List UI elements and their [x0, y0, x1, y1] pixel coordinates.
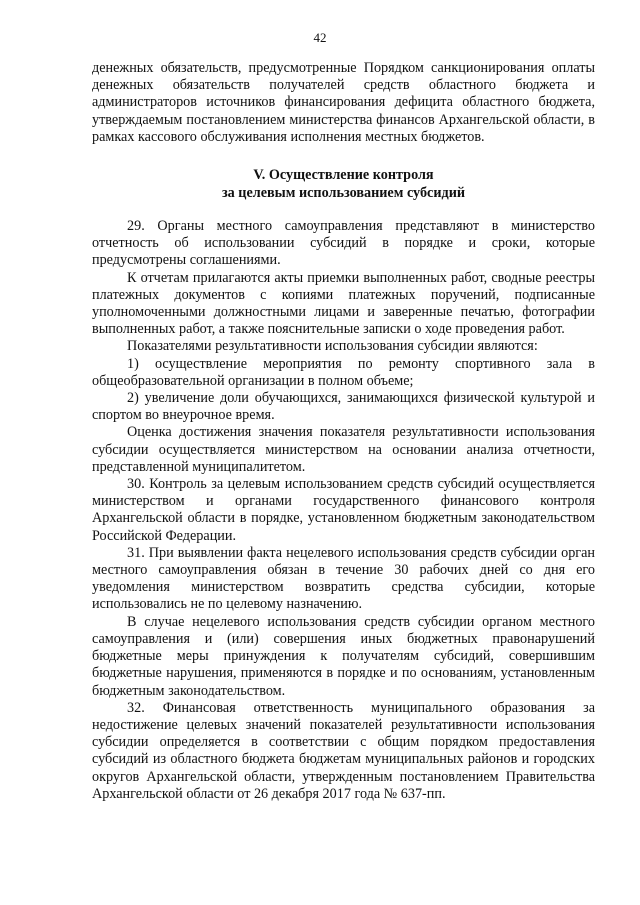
paragraph-misuse-case: В случае нецелевого использования средств субсидии органом местного самоуправления и (или) совершения иных бюджетных правонарушений бюджетные меры принуждения к получателям субсидий, совершившим бюджетные нарушения, применяются в порядке и по основаниям, установленным бюджетным законодательством.	[92, 613, 595, 699]
section-heading	[92, 166, 595, 202]
paragraph-indicator-2: 2) увеличение доли обучающихся, занимающихся физической культурой и спортом во внеурочное время.	[92, 390, 595, 424]
paragraph-32: 32. Финансовая ответственность муниципального образования за недостижение целевых значений показателей результативности использования субсидии определяется в соответствии с общим порядком предоставления субсидий из областного бюджета бюджетам муниципальных районов и городских округов Архангельской области, утвержденным постановлением Правительства Архангельской области от 26 декабря 2017 года № 637-пп.	[92, 699, 595, 802]
paragraph-30: 30. Контроль за целевым использованием средств субсидий осуществляется министерством и органами государственного финансового контроля Архангельской области в порядке, установленном бюджетным законодательством Российской Федерации.	[92, 476, 595, 544]
paragraph-assessment: Оценка достижения значения показателя результативности использования субсидии осуществляется министерством на основании анализа отчетности, представленной муниципалитетом.	[92, 424, 595, 475]
section-heading-line-2: за целевым использованием субсидий	[221, 185, 466, 202]
section-heading-line-1: V. Осуществление контроля	[253, 167, 434, 184]
page-number: 42	[313, 30, 327, 45]
paragraph-indicator-1: 1) осуществление мероприятия по ремонту спортивного зала в общеобразовательной организации в полном объеме;	[92, 355, 595, 389]
paragraph-31: 31. При выявлении факта нецелевого использования средств субсидии орган местного самоуправления обязан в течение 30 рабочих дней со дня его уведомления министерством возвратить средства субсидии, которые использовались не по целевому назначению.	[92, 544, 595, 613]
paragraph-indicators-intro: Показателями результативности использования субсидии являются:	[127, 338, 538, 355]
document-body	[92, 60, 595, 803]
paragraph-29: 29. Органы местного самоуправления представляют в министерство отчетность об использовании субсидий в порядке и сроки, которые предусмотрены соглашениями.	[92, 218, 595, 269]
paragraph-reports-attachments: К отчетам прилагаются акты приемки выполненных работ, сводные реестры платежных документов с копиями платежных поручений, подписанные уполномоченными должностными лицами и заверенные печатью, фотографии выполненных работ, а также пояснительные записки о ходе проведения работ.	[92, 269, 595, 338]
intro-paragraph: денежных обязательств, предусмотренные Порядком санкционирования оплаты денежных обязательств получателей средств областного бюджета и администраторов источников финансирования дефицита областного бюджета, утверждаемым постановлением министерства финансов Архангельской области, в рамках кассового обслуживания исполнения местных бюджетов.	[92, 60, 595, 145]
